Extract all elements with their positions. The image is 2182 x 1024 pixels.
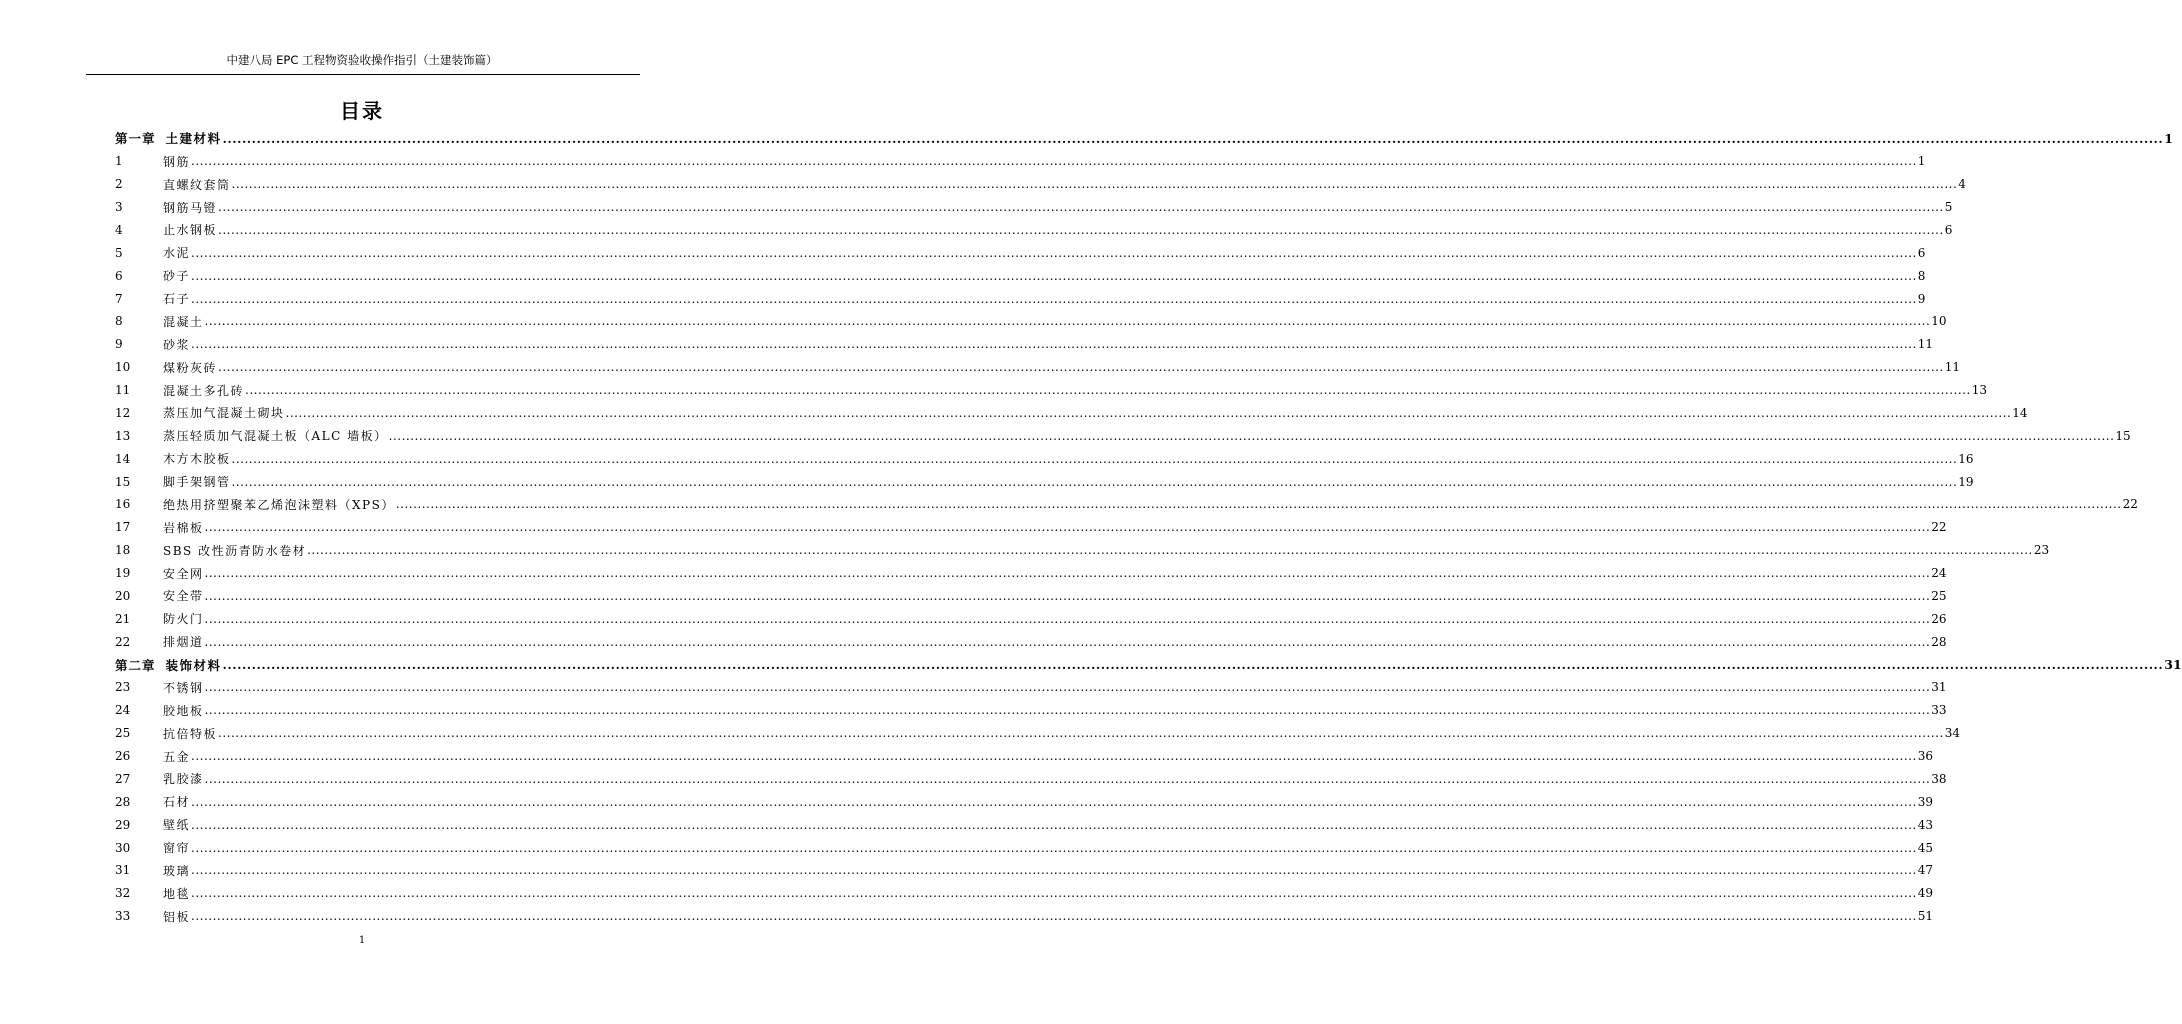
toc-entry-page: 11 — [1944, 360, 1961, 375]
toc-entry[interactable] — [115, 356, 1961, 379]
toc-entry-page: 38 — [1931, 771, 1947, 786]
toc-dot-leader: ................................................................................................................................................................................................................................................................................................................................................................................................................ — [191, 245, 1917, 260]
toc-entry-number: 7 — [115, 291, 123, 306]
toc-dot-leader: ................................................................................................................................................................................................................................................................................................................................................................................................................ — [204, 611, 1931, 626]
toc-entry-title: 排烟道 — [163, 635, 204, 650]
toc-dot-leader: ................................................................................................................................................................................................................................................................................................................................................................................................................ — [222, 657, 2164, 673]
toc-entry[interactable] — [115, 333, 1934, 356]
toc-entry-number: 4 — [115, 222, 123, 237]
toc-entry-title: 安全带 — [163, 589, 204, 604]
toc-entry-page: 6 — [1944, 222, 1953, 237]
toc-entry[interactable] — [115, 676, 1947, 699]
toc-entry-number: 6 — [115, 268, 123, 283]
toc-entry-number: 1 — [115, 154, 123, 169]
toc-entry-page: 25 — [1931, 588, 1947, 603]
toc-entry-page: 22 — [2122, 497, 2138, 512]
toc-entry-title: 石子 — [163, 292, 191, 307]
toc-entry-number: 5 — [115, 245, 123, 260]
toc-entry[interactable] — [115, 768, 1947, 791]
toc-dot-leader: ................................................................................................................................................................................................................................................................................................................................................................................................................ — [191, 817, 1917, 832]
toc-entry-page: 51 — [1917, 909, 1934, 924]
toc-entry-number: 8 — [115, 314, 123, 329]
page-number: 1 — [358, 935, 366, 946]
toc-entry[interactable] — [115, 859, 1934, 882]
toc-entry[interactable] — [115, 241, 1926, 264]
toc-entry-title: 乳胶漆 — [163, 772, 204, 787]
toc-entry-title: 玻璃 — [163, 863, 191, 878]
toc-entry-title: 抗倍特板 — [163, 726, 218, 741]
toc-entry-title: 混凝土多孔砖 — [163, 383, 245, 398]
toc-entry-title: 蒸压轻质加气混凝土板（ALC 墙板） — [163, 429, 388, 444]
toc-entry-number: 25 — [115, 726, 131, 741]
toc-entry-page: 47 — [1917, 863, 1934, 878]
toc-entry-page: 33 — [1931, 703, 1947, 718]
toc-entry[interactable] — [115, 516, 1947, 539]
toc-entry-number: 18 — [115, 543, 131, 558]
toc-entry-number: 15 — [115, 474, 131, 489]
toc-dot-leader: ................................................................................................................................................................................................................................................................................................................................................................................................................ — [245, 383, 1971, 398]
toc-entry-title: 钢筋 — [163, 154, 191, 169]
toc-entry-page: 15 — [2115, 428, 2131, 443]
toc-entry[interactable] — [115, 173, 1966, 196]
toc-entry-number: 33 — [115, 909, 131, 924]
toc-dot-leader: ................................................................................................................................................................................................................................................................................................................................................................................................................ — [395, 497, 2122, 512]
toc-entry-number: 10 — [115, 360, 131, 375]
toc-entry-title: 铝板 — [163, 909, 191, 924]
toc-dot-leader: ................................................................................................................................................................................................................................................................................................................................................................................................................ — [204, 680, 1931, 695]
toc-entry-number: 22 — [115, 634, 131, 649]
toc-entry[interactable] — [115, 722, 1961, 745]
toc-entry-title: 砂浆 — [163, 337, 191, 352]
toc-entry-title: 绝热用挤塑聚苯乙烯泡沫塑料（XPS） — [163, 497, 395, 512]
table-of-contents — [115, 127, 2182, 928]
toc-entry-title: 水泥 — [163, 246, 191, 261]
toc-entry[interactable] — [115, 882, 1934, 905]
toc-entry-number: 12 — [115, 405, 131, 420]
toc-entry[interactable] — [115, 562, 1947, 585]
toc-dot-leader: ................................................................................................................................................................................................................................................................................................................................................................................................................ — [218, 360, 1944, 375]
toc-entry-number: 32 — [115, 886, 131, 901]
toc-entry-title: 止水钢板 — [163, 223, 218, 238]
toc-entry[interactable] — [115, 310, 1947, 333]
toc-entry-page: 1 — [1917, 154, 1926, 169]
toc-entry[interactable] — [115, 607, 1947, 630]
toc-entry[interactable] — [115, 630, 1947, 653]
toc-entry-title: 安全网 — [163, 566, 204, 581]
toc-entry-title: 装饰材料 — [165, 657, 222, 673]
toc-dot-leader: ................................................................................................................................................................................................................................................................................................................................................................................................................ — [307, 543, 2033, 558]
toc-entry-title: 防火门 — [163, 612, 204, 627]
toc-entry-page: 14 — [2012, 405, 2028, 420]
toc-dot-leader: ................................................................................................................................................................................................................................................................................................................................................................................................................ — [204, 566, 1931, 581]
toc-dot-leader: ................................................................................................................................................................................................................................................................................................................................................................................................................ — [218, 726, 1944, 741]
toc-dot-leader: ................................................................................................................................................................................................................................................................................................................................................................................................................ — [204, 634, 1931, 649]
toc-entry-page: 1 — [2164, 130, 2173, 146]
toc-entry-page: 5 — [1944, 200, 1953, 215]
toc-entry-title: 五金 — [163, 749, 191, 764]
toc-entry-title: 土建材料 — [165, 131, 222, 147]
toc-entry[interactable] — [115, 196, 1953, 219]
toc-entry-page: 13 — [1971, 383, 1988, 398]
toc-entry-number: 11 — [115, 383, 131, 398]
toc-entry-page: 31 — [1931, 680, 1947, 695]
toc-entry-number: 26 — [115, 749, 131, 764]
toc-entry-number: 16 — [115, 497, 131, 512]
toc-entry-title: 地毯 — [163, 886, 191, 901]
toc-entry-number: 21 — [115, 611, 131, 626]
toc-dot-leader: ................................................................................................................................................................................................................................................................................................................................................................................................................ — [204, 588, 1931, 603]
toc-entry-page: 28 — [1931, 634, 1947, 649]
toc-entry-title: 蒸压加气混凝土砌块 — [163, 406, 285, 421]
toc-entry-title: 木方木胶板 — [163, 452, 231, 467]
toc-entry-page: 6 — [1917, 245, 1926, 260]
toc-entry[interactable] — [115, 905, 1934, 928]
toc-entry-number: 第二章 — [115, 657, 156, 673]
toc-chapter-entry[interactable] — [115, 653, 2182, 676]
toc-entry-number: 13 — [115, 428, 131, 443]
toc-entry[interactable] — [115, 470, 1974, 493]
toc-entry[interactable] — [115, 539, 2050, 562]
toc-dot-leader: ................................................................................................................................................................................................................................................................................................................................................................................................................ — [191, 291, 1917, 306]
toc-dot-leader: ................................................................................................................................................................................................................................................................................................................................................................................................................ — [191, 154, 1917, 169]
toc-entry-number: 27 — [115, 771, 131, 786]
toc-entry[interactable] — [115, 493, 2138, 516]
toc-entry-page: 24 — [1931, 566, 1947, 581]
toc-entry[interactable] — [115, 745, 1934, 768]
toc-entry-number: 第一章 — [115, 131, 156, 147]
toc-chapter-entry[interactable] — [115, 127, 2173, 150]
toc-entry-page: 22 — [1931, 520, 1947, 535]
toc-entry-title: 砂子 — [163, 269, 191, 284]
toc-entry[interactable] — [115, 424, 2131, 447]
toc-dot-leader: ................................................................................................................................................................................................................................................................................................................................................................................................................ — [204, 703, 1931, 718]
toc-entry-number: 14 — [115, 451, 131, 466]
toc-entry[interactable] — [115, 836, 1934, 859]
toc-dot-leader: ................................................................................................................................................................................................................................................................................................................................................................................................................ — [231, 474, 1958, 489]
toc-entry[interactable] — [115, 150, 1926, 173]
toc-entry-page: 10 — [1931, 314, 1947, 329]
toc-entry-page: 23 — [2033, 543, 2050, 558]
toc-entry[interactable] — [115, 699, 1947, 722]
toc-entry-title: 混凝土 — [163, 314, 204, 329]
toc-entry-page: 49 — [1917, 886, 1934, 901]
toc-entry-page: 34 — [1944, 726, 1961, 741]
toc-entry-page: 45 — [1917, 840, 1934, 855]
toc-entry-page: 43 — [1917, 817, 1934, 832]
toc-entry-number: 19 — [115, 566, 131, 581]
toc-dot-leader: ................................................................................................................................................................................................................................................................................................................................................................................................................ — [191, 268, 1917, 283]
toc-dot-leader: ................................................................................................................................................................................................................................................................................................................................................................................................................ — [191, 337, 1917, 352]
toc-dot-leader: ................................................................................................................................................................................................................................................................................................................................................................................................................ — [285, 405, 2012, 420]
toc-dot-leader: ................................................................................................................................................................................................................................................................................................................................................................................................................ — [191, 840, 1917, 855]
toc-entry-number: 2 — [115, 177, 123, 192]
toc-entry-title: 脚手架钢管 — [163, 475, 231, 490]
toc-entry-title: 直螺纹套筒 — [163, 177, 231, 192]
toc-entry[interactable] — [115, 219, 1953, 242]
toc-entry-page: 31 — [2164, 657, 2182, 673]
toc-entry-title: 不锈钢 — [163, 680, 204, 695]
toc-dot-leader: ................................................................................................................................................................................................................................................................................................................................................................................................................ — [388, 428, 2115, 443]
toc-entry-title: 石材 — [163, 795, 191, 810]
toc-entry[interactable] — [115, 585, 1947, 608]
toc-entry-title: 钢筋马镫 — [163, 200, 218, 215]
toc-entry-number: 30 — [115, 840, 131, 855]
toc-entry-number: 20 — [115, 588, 131, 603]
toc-entry-page: 8 — [1917, 268, 1926, 283]
toc-entry-page: 16 — [1958, 451, 1974, 466]
toc-entry[interactable] — [115, 379, 1988, 402]
toc-entry-number: 23 — [115, 680, 131, 695]
toc-dot-leader: ................................................................................................................................................................................................................................................................................................................................................................................................................ — [218, 200, 1944, 215]
toc-entry[interactable] — [115, 790, 1934, 813]
toc-entry-number: 28 — [115, 794, 131, 809]
toc-dot-leader: ................................................................................................................................................................................................................................................................................................................................................................................................................ — [191, 909, 1917, 924]
page-title: 目录 — [340, 99, 384, 123]
toc-entry-title: 胶地板 — [163, 703, 204, 718]
toc-dot-leader: ................................................................................................................................................................................................................................................................................................................................................................................................................ — [231, 451, 1958, 466]
toc-dot-leader: ................................................................................................................................................................................................................................................................................................................................................................................................................ — [191, 749, 1917, 764]
toc-entry-title: 窗帘 — [163, 841, 191, 856]
toc-entry-number: 29 — [115, 817, 131, 832]
toc-entry[interactable] — [115, 287, 1926, 310]
header-rule — [86, 74, 640, 75]
toc-dot-leader: ................................................................................................................................................................................................................................................................................................................................................................................................................ — [204, 314, 1931, 329]
toc-dot-leader: ................................................................................................................................................................................................................................................................................................................................................................................................................ — [222, 130, 2164, 146]
toc-entry-number: 17 — [115, 520, 131, 535]
toc-entry-title: 岩棉板 — [163, 520, 204, 535]
toc-entry-title: 壁纸 — [163, 818, 191, 833]
toc-entry-page: 11 — [1917, 337, 1934, 352]
running-header: 中建八局 EPC 工程物资验收操作指引（土建装饰篇） — [226, 53, 498, 67]
toc-entry-page: 9 — [1917, 291, 1926, 306]
toc-entry-number: 31 — [115, 863, 131, 878]
toc-dot-leader: ................................................................................................................................................................................................................................................................................................................................................................................................................ — [191, 863, 1917, 878]
toc-entry[interactable] — [115, 264, 1926, 287]
toc-entry[interactable] — [115, 402, 2028, 425]
toc-dot-leader: ................................................................................................................................................................................................................................................................................................................................................................................................................ — [204, 520, 1931, 535]
toc-entry-number: 3 — [115, 200, 123, 215]
toc-entry[interactable] — [115, 813, 1934, 836]
toc-entry-number: 9 — [115, 337, 123, 352]
toc-dot-leader: ................................................................................................................................................................................................................................................................................................................................................................................................................ — [191, 794, 1917, 809]
toc-entry-page: 4 — [1958, 177, 1966, 192]
toc-entry-title: 煤粉灰砖 — [163, 360, 218, 375]
toc-dot-leader: ................................................................................................................................................................................................................................................................................................................................................................................................................ — [191, 886, 1917, 901]
toc-entry-page: 19 — [1958, 474, 1974, 489]
toc-entry[interactable] — [115, 447, 1974, 470]
toc-entry-page: 36 — [1917, 749, 1934, 764]
toc-dot-leader: ................................................................................................................................................................................................................................................................................................................................................................................................................ — [231, 177, 1958, 192]
toc-entry-title: SBS 改性沥青防水卷材 — [163, 543, 307, 558]
toc-entry-page: 39 — [1917, 794, 1934, 809]
toc-entry-page: 26 — [1931, 611, 1947, 626]
toc-dot-leader: ................................................................................................................................................................................................................................................................................................................................................................................................................ — [218, 222, 1944, 237]
toc-entry-number: 24 — [115, 703, 131, 718]
toc-dot-leader: ................................................................................................................................................................................................................................................................................................................................................................................................................ — [204, 771, 1931, 786]
